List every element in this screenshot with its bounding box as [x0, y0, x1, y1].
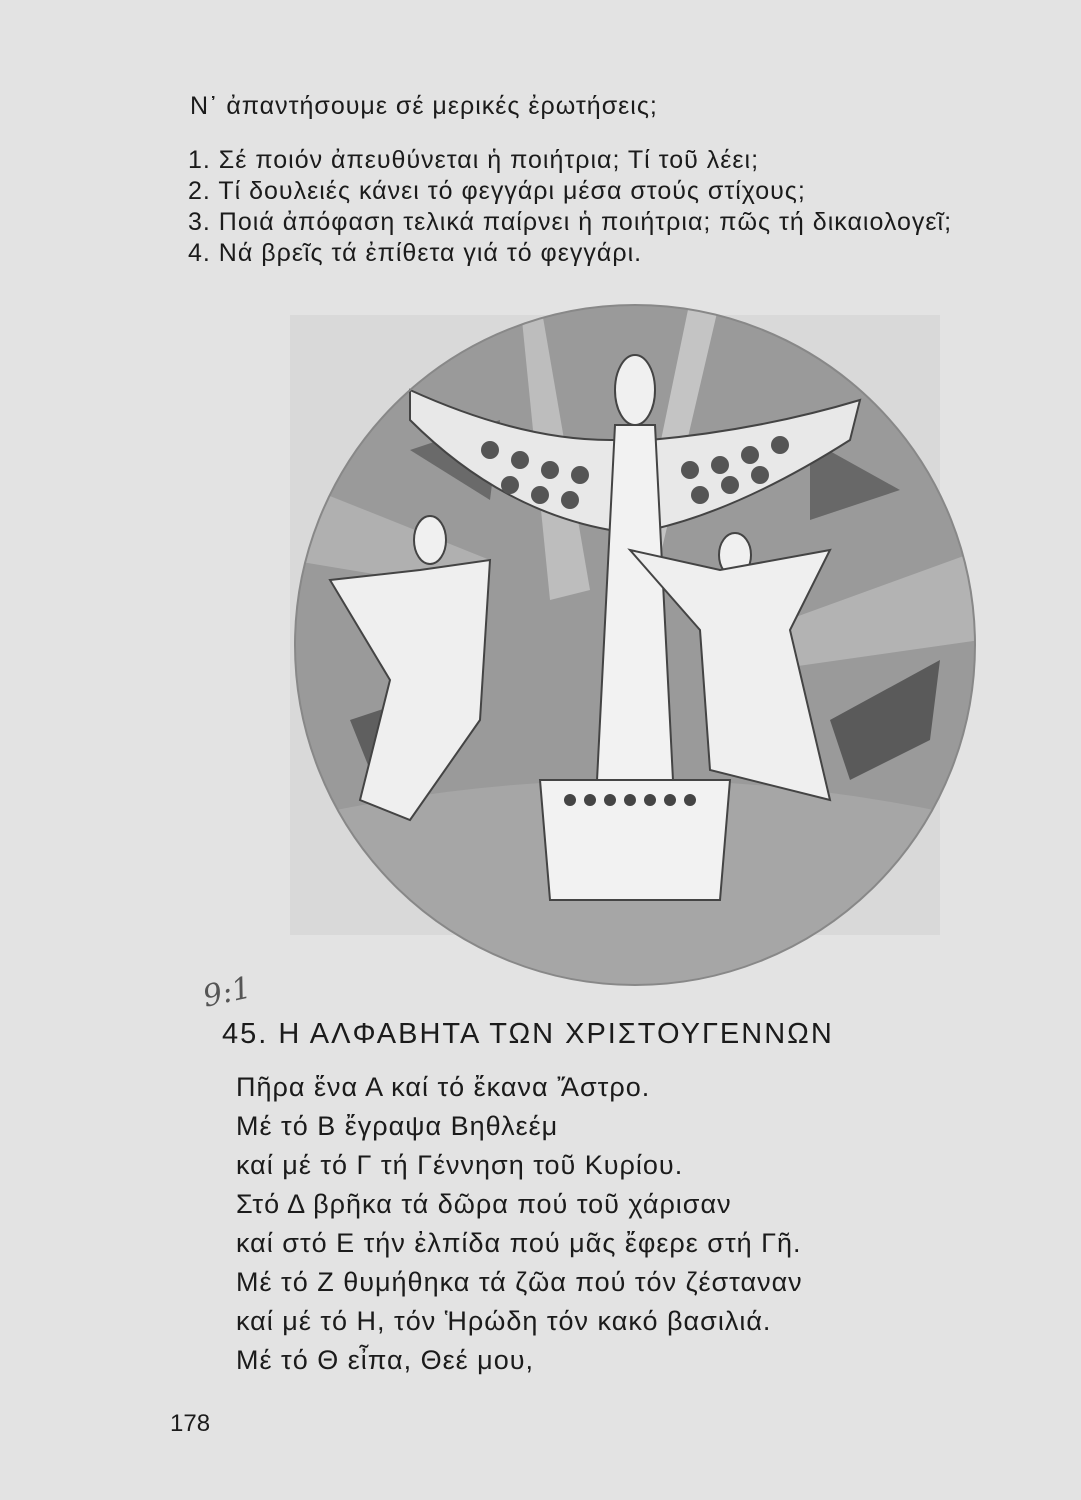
angels-illustration: [290, 300, 980, 990]
poem-line: καί μέ τό Η, τόν Ἡρώδη τόν κακό βασιλιά.: [236, 1306, 772, 1336]
poem-line: καί μέ τό Γ τή Γέννηση τοῦ Κυρίου.: [236, 1150, 684, 1180]
questions-intro: Ν᾽ ἀπαντήσουμε σέ μερικές ἐρωτήσεις;: [190, 92, 658, 120]
handwritten-mark: 9:1: [199, 970, 255, 1015]
poem-line: Μέ τό Θ εἶπα, Θεέ μου,: [236, 1345, 535, 1375]
poem-line: Στό Δ βρῆκα τά δῶρα πού τοῦ χάρισαν: [236, 1189, 732, 1219]
poem-line: καί στό Ε τήν ἐλπίδα πού μᾶς ἔφερε στή Γῆ.: [236, 1228, 802, 1258]
section-title: 45. Η ΑΛΦΑΒΗΤΑ ΤΩΝ ΧΡΙΣΤΟΥΓΕΝΝΩΝ: [222, 1018, 834, 1050]
question-item: 1. Σέ ποιόν ἀπευθύνεται ἡ ποιήτρια; Τί τοῦ λέει;: [188, 146, 760, 174]
left-angel-head: [414, 516, 446, 564]
question-item: 2. Τί δουλειές κάνει τό φεγγάρι μέσα στούς στίχους;: [188, 177, 806, 205]
poem-line: Μέ τό Β ἔγραψα Βηθλεέμ: [236, 1111, 559, 1141]
page-number: 178: [170, 1410, 211, 1437]
question-item: 3. Ποιά ἀπόφαση τελικά παίρνει ἡ ποιήτρια; πῶς τή δικαιολογεῖ;: [188, 208, 953, 236]
angel-head: [615, 355, 655, 425]
poem-line: Πῆρα ἕνα Α καί τό ἔκανα Ἄστρο.: [236, 1072, 651, 1102]
poem: [236, 1068, 803, 1380]
questions-list: [188, 145, 952, 269]
poem-line: Μέ τό Ζ θυμήθηκα τά ζῶα πού τόν ζέσταναν: [236, 1267, 803, 1297]
question-item: 4. Νά βρεῖς τά ἐπίθετα γιά τό φεγγάρι.: [188, 239, 643, 267]
